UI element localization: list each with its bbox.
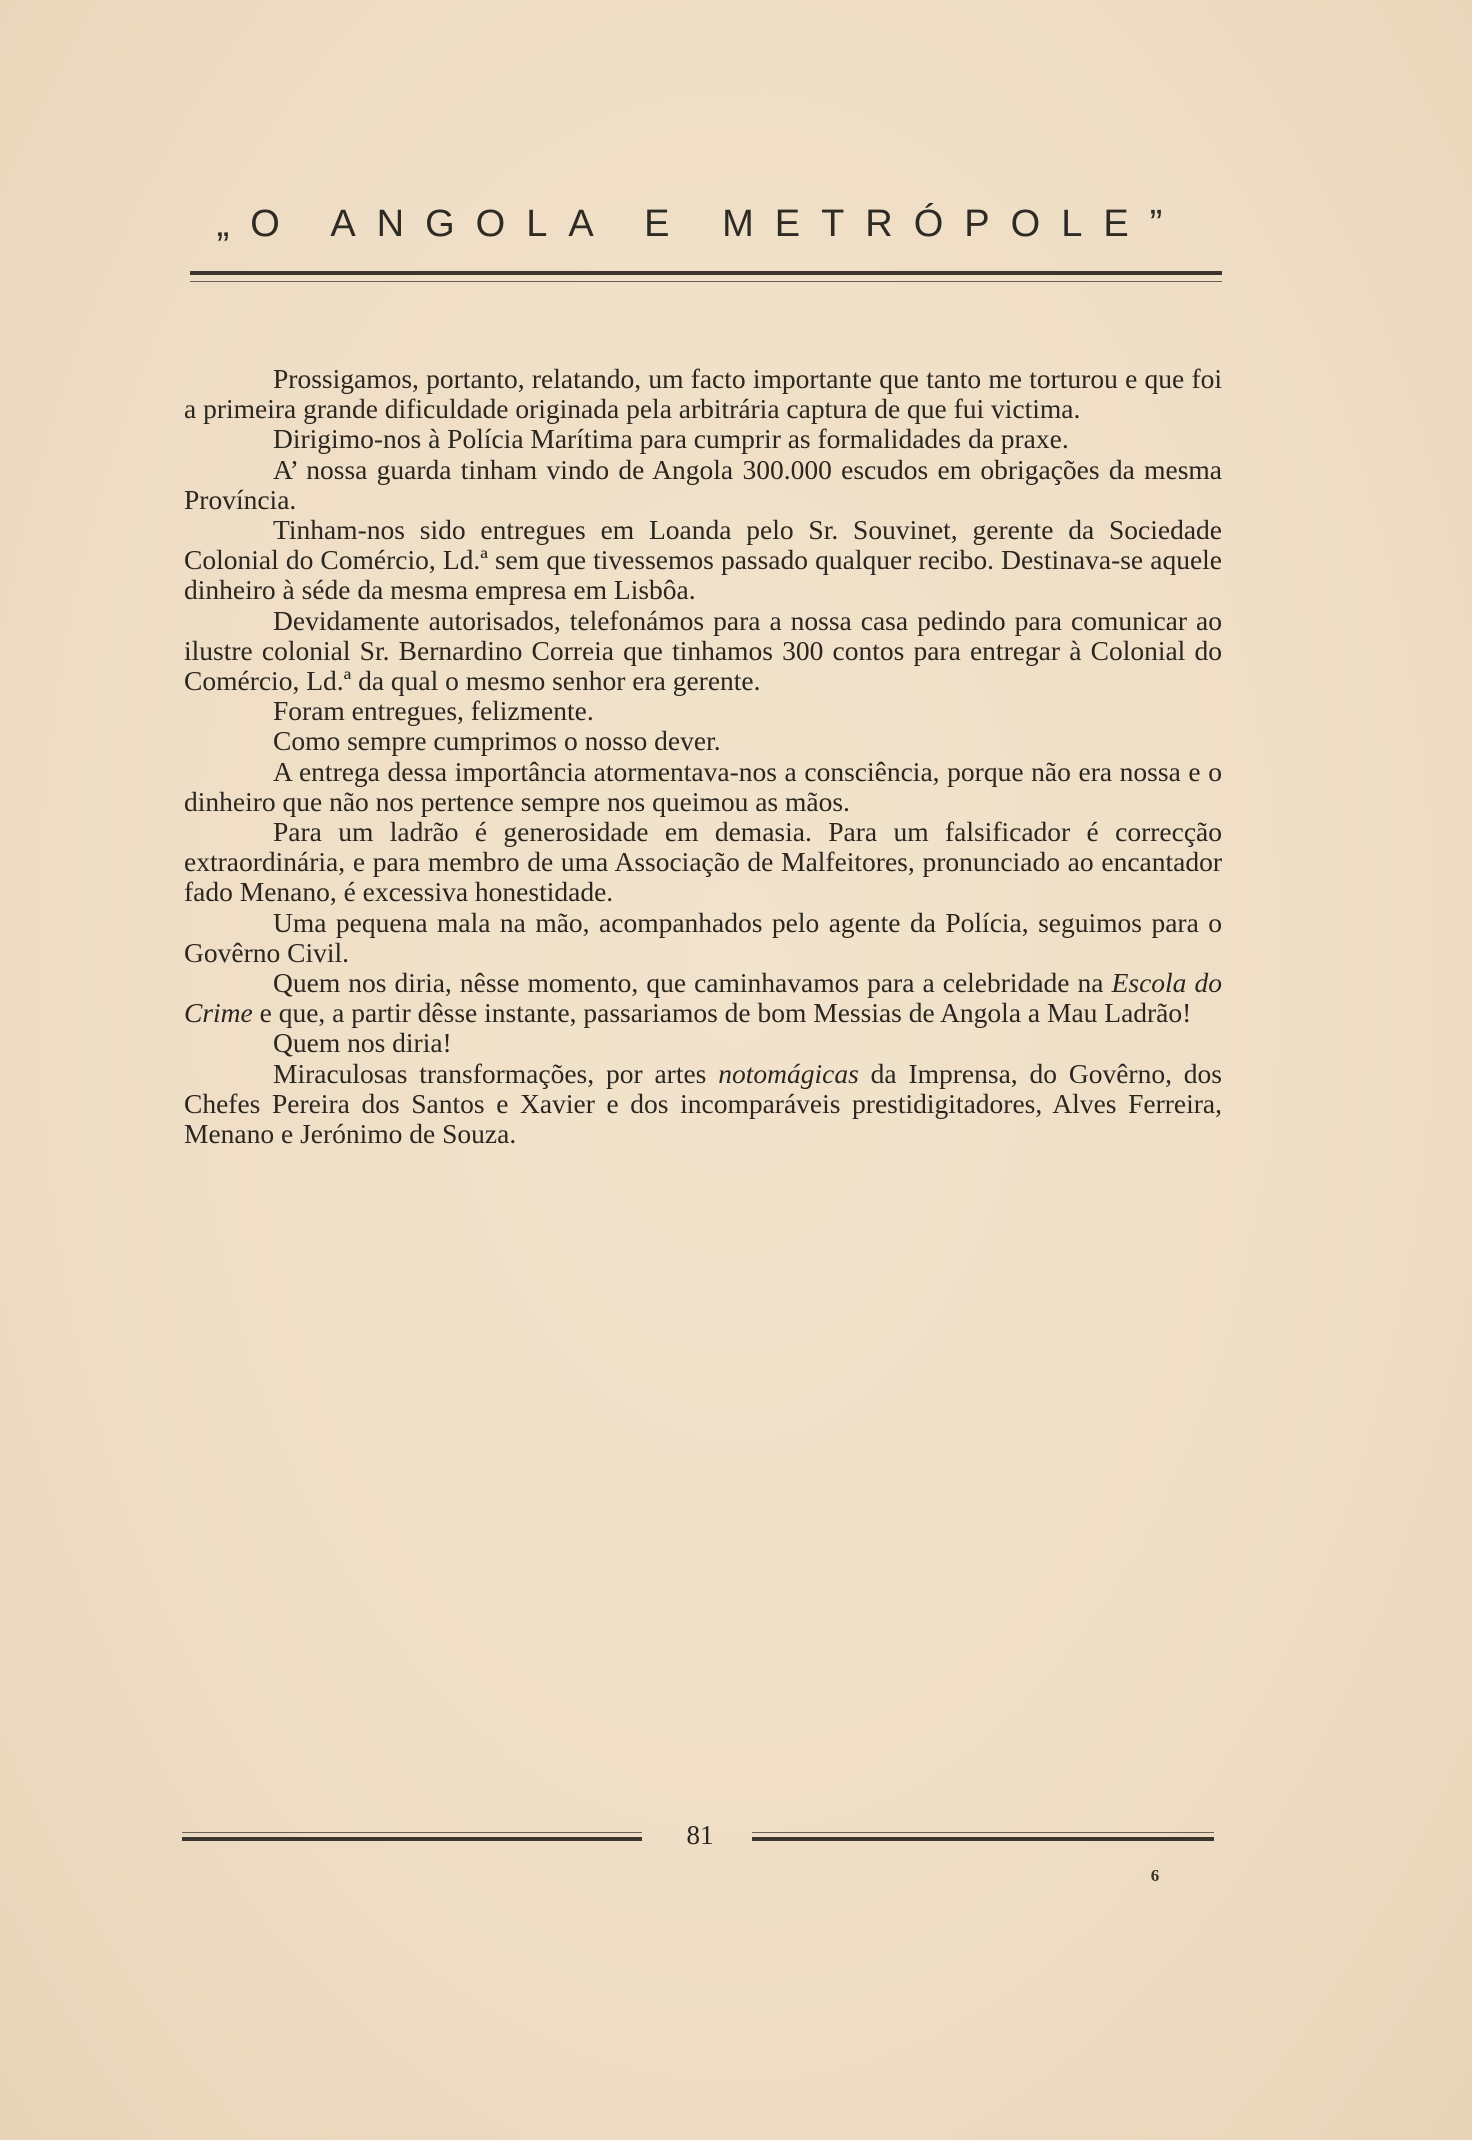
- header-rule-thin: [190, 281, 1222, 282]
- paragraph: Prossigamos, portanto, relatando, um facto importante que tanto me torturou e que foi a primeira grande dificuldade originada pela arbitrária captura de que fui victima.: [184, 363, 1222, 425]
- footer-rule-right: [752, 1832, 1214, 1842]
- paragraph: A’ nossa guarda tinham vindo de Angola 300.000 escudos em obrigações da mesma Província.: [184, 453, 1222, 515]
- footer-rule-thin: [752, 1832, 1214, 1833]
- footer-rule-thin: [182, 1832, 642, 1833]
- paragraph: [184, 968, 1222, 1028]
- paragraph: Foram entregues, felizmente.: [273, 695, 594, 727]
- footer-rule-thick: [752, 1837, 1214, 1841]
- paragraph: Devidamente autorisados, telefonámos para a nossa casa pedindo para comunicar ao ilustre colonial Sr. Bernardino Correia que tinhamos 300 contos para entregar à Colonial do Comércio, Ld.ª da qual o mesmo senhor era gerente.: [184, 604, 1222, 697]
- page-number: 81: [686, 1820, 714, 1850]
- paragraph-text: Miraculosas transformações, por artes: [273, 1057, 719, 1089]
- italic-word-notomagicas: notomágicas: [718, 1057, 859, 1089]
- paragraph: Uma pequena mala na mão, acompanhados pelo agente da Polícia, seguimos para o Govêrno Civil.: [184, 906, 1222, 968]
- paragraph: A entrega dessa importância atormentava-nos a consciência, porque não era nossa e o dinheiro que não nos pertence sempre nos queimou as mãos.: [184, 755, 1222, 817]
- paragraph-text: Quem nos diria, nêsse momento, que caminhavamos para a celebridade na: [273, 967, 1112, 999]
- printer-signature-mark: 6: [1150, 1866, 1160, 1885]
- footer-rule-left: [182, 1832, 642, 1842]
- running-header-title: „O ANGOLA E METRÓPOLE”: [216, 203, 1184, 245]
- paragraph: Para um ladrão é generosidade em demasia. Para um falsificador é correcção extraordinária, e para membro de uma Associação de Malfeitores, pronunciado ao encantador fado Menano, é excessiva honestidade.: [184, 816, 1222, 908]
- paragraph: Como sempre cumprimos o nosso dever.: [273, 725, 721, 757]
- paragraph: Quem nos diria!: [273, 1027, 452, 1059]
- paragraph-text: da Imprensa, do Govêrno, dos Chefes Pereira dos Santos e Xavier e dos incomparáveis prestidigitadores, Alves Ferreira, Menano e Jerónimo de Souza.: [184, 1057, 1222, 1150]
- header-rule-thick: [190, 271, 1222, 275]
- footer-rule-thick: [182, 1837, 642, 1841]
- paragraph: Tinham-nos sido entregues em Loanda pelo Sr. Souvinet, gerente da Sociedade Colonial do Comércio, Ld.ª sem que tivessemos passado qualquer recibo. Destinava-se aquele dinheiro à séde da mesma empresa em Lisbôa.: [184, 514, 1222, 606]
- paragraph: [184, 1059, 1222, 1150]
- italic-title-escola-do-crime: Escola do Crime: [184, 967, 1222, 1029]
- paragraph-text: e que, a partir dêsse instante, passariamos de bom Messias de Angola a Mau Ladrão!: [252, 997, 1192, 1029]
- body-text: [184, 364, 1222, 1149]
- paragraph: Dirigimo-nos à Polícia Marítima para cumprir as formalidades da praxe.: [273, 423, 1069, 455]
